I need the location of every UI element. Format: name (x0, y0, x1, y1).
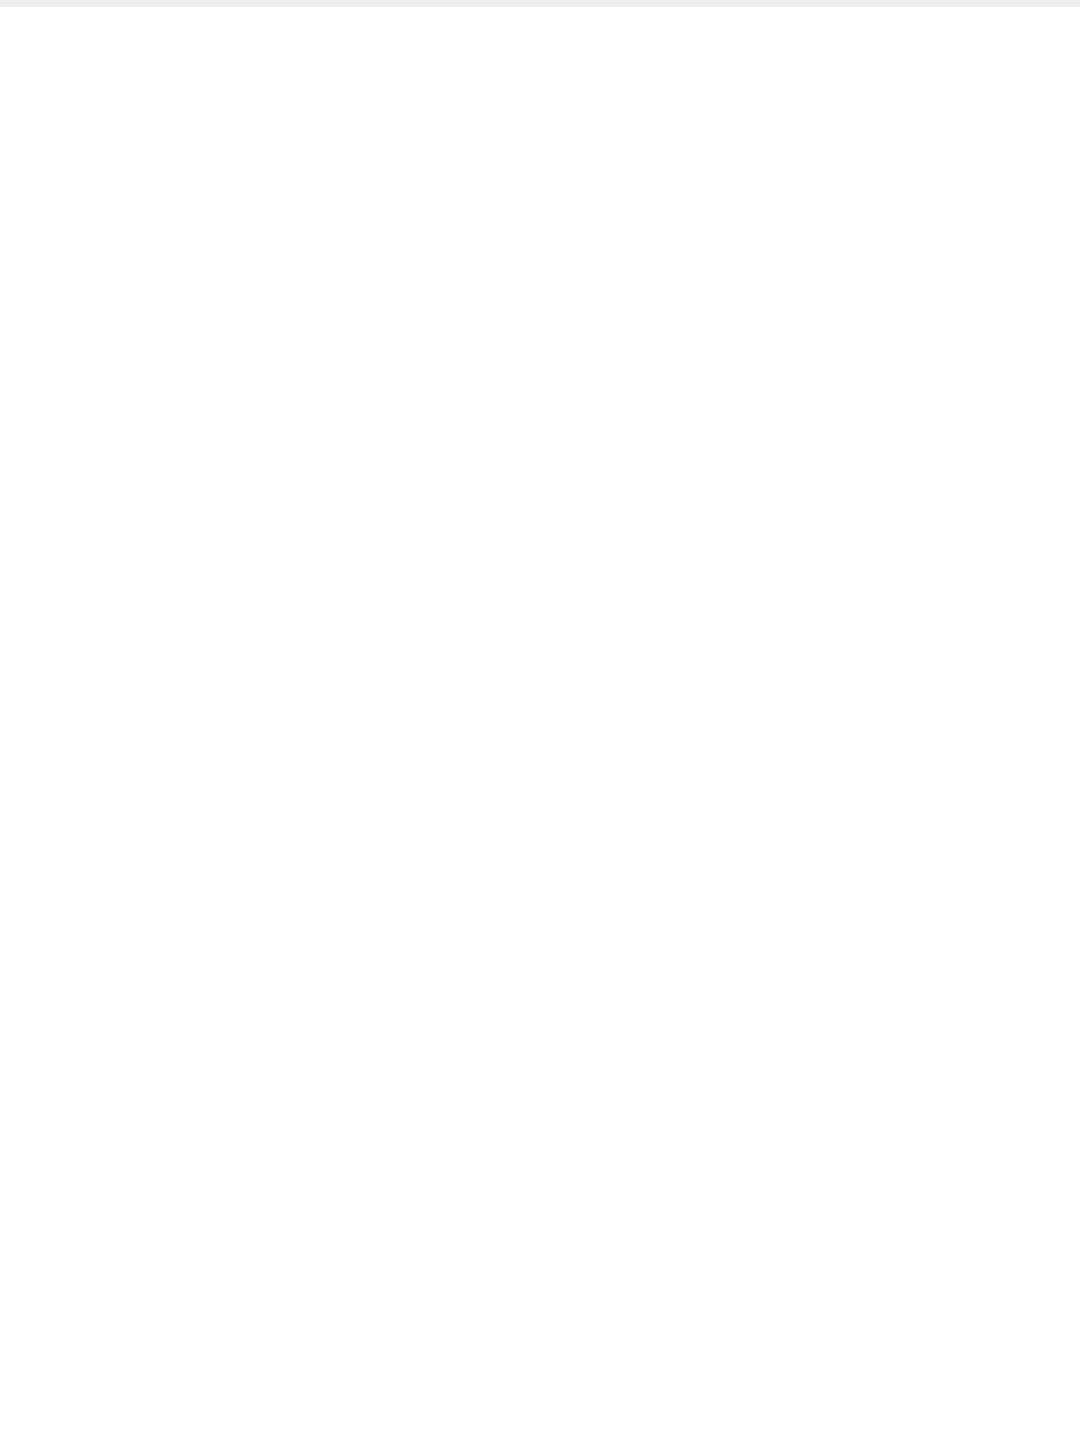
top-strip (0, 0, 1080, 7)
